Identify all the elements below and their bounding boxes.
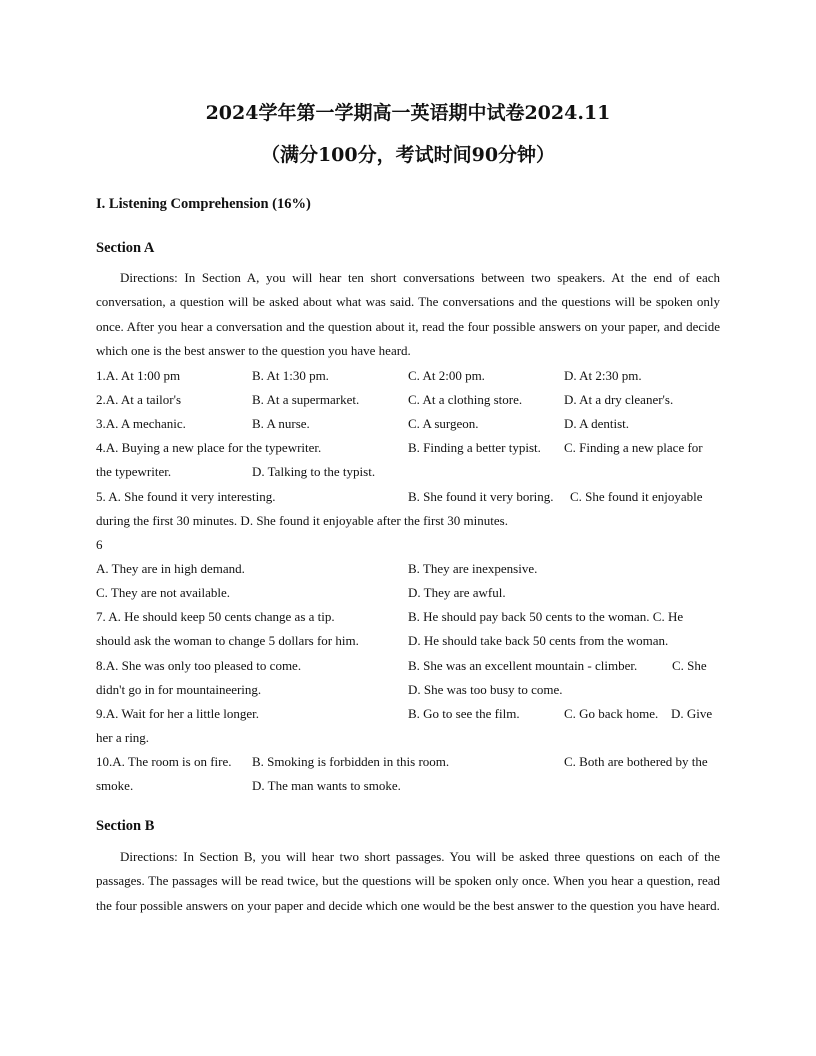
answer-option: didn't go in for mountaineering. [96,682,262,697]
answer-option: 1.A. At 1:00 pm [96,368,181,383]
answer-option: 7. A. He should keep 50 cents change as a tip. [96,609,335,624]
answer-option: C. Go back home. [564,706,659,721]
answer-option: 4.A. Buying a new place for the typewriter. [96,440,322,455]
answer-option: D. Talking to the typist. [252,464,376,479]
answer-option: B. A nurse. [252,416,310,431]
answer-option: C. They are not available. [96,585,231,600]
answer-option: B. At 1:30 pm. [252,368,329,383]
answer-option: 8.A. She was only too pleased to come. [96,658,302,673]
answer-option: should ask the woman to change 5 dollars for him. [96,633,359,648]
answer-option: B. They are inexpensive. [408,561,538,576]
answer-option: D. Give [671,706,713,721]
answer-option: D. At a dry cleaner's. [564,392,674,407]
section-a-directions: Directions: In Section A, you will hear ten short conversations between two speakers. At the end of each conversation, a question will be asked about what was said. The conversations and the questions will be spoken only once. After you hear a conversation and the question about it, read the four possible answers on your paper, and decide which one is the best answer to the question you have heard. [96,270,720,359]
section-b-heading: Section B [96,818,155,834]
answer-option: D. At 2:30 pm. [564,368,642,383]
answer-option: her a ring. [96,730,150,745]
answer-option: B. Finding a better typist. [408,440,541,455]
answer-option: D. The man wants to smoke. [252,778,401,793]
exam-title: 2024学年第一学期高一英语期中试卷2024.11 [205,102,611,124]
answer-option: 10.A. The room is on fire. [96,754,232,769]
answer-option: B. Smoking is forbidden in this room. [252,754,450,769]
answer-option: C. At a clothing store. [408,392,523,407]
section-b-directions: Directions: In Section B, you will hear two short passages. You will be asked three questions on each of the passages. The passages will be read twice, but the questions will be spoken only once. When you hear a question, read the four possible answers on your paper and decide which one would be the best answer to the question you have heard. [96,849,720,913]
answer-option: A. They are in high demand. [96,561,245,576]
section-a-heading: Section A [96,240,155,256]
answer-option: D. A dentist. [564,416,630,431]
answer-option: D. She was too busy to come. [408,682,563,697]
answer-option: D. They are awful. [408,585,506,600]
answer-option: C. Both are bothered by the [564,754,708,769]
answer-option: 6 [96,537,103,552]
answer-option: C. At 2:00 pm. [408,368,485,383]
part-heading-listening: I. Listening Comprehension (16%) [96,196,311,212]
answer-option: 9.A. Wait for her a little longer. [96,706,259,721]
answer-option: B. She found it very boring. [408,489,554,504]
answer-option: C. A surgeon. [408,416,479,431]
answer-option: C. She found it enjoyable [570,489,703,504]
answer-option: B. Go to see the film. [408,706,520,721]
answer-option: 5. A. She found it very interesting. [96,489,276,504]
answer-option: 2.A. At a tailor's [96,392,182,407]
exam-subtitle: （满分100分，考试时间90分钟） [260,144,556,166]
answer-option: smoke. [96,778,134,793]
answer-option: 3.A. A mechanic. [96,416,186,431]
answer-option: C. Finding a new place for [564,440,703,455]
answer-option: B. At a supermarket. [252,392,360,407]
answer-option: B. She was an excellent mountain - climber. [408,658,638,673]
answer-option: during the first 30 minutes. D. She found it enjoyable after the first 30 minutes. [96,513,508,528]
answer-option: the typewriter. [96,464,172,479]
answer-option: D. He should take back 50 cents from the woman. [408,633,669,648]
answer-option: B. He should pay back 50 cents to the woman. C. He [408,609,684,624]
answer-option: C. She [672,658,707,673]
